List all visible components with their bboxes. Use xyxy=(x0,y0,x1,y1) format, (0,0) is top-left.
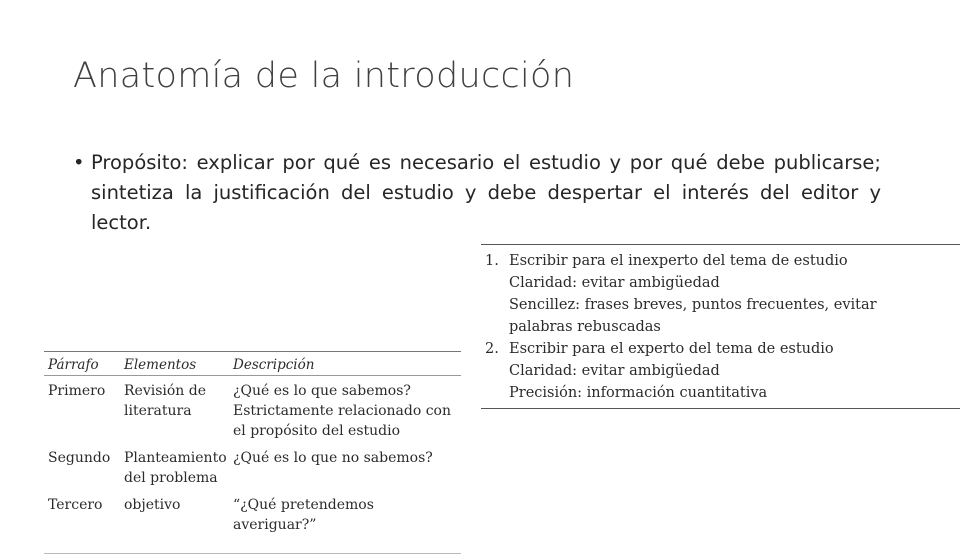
writing-guide xyxy=(481,244,960,409)
table-cell: ¿Qué es lo que sabemos? Estrictamente relacionado con el propósito del estudio xyxy=(233,383,451,439)
table-cell: ¿Qué es lo que no sabemos? xyxy=(233,450,433,466)
table-row xyxy=(44,490,461,537)
table-header-row xyxy=(44,352,461,376)
slide-title: Anatomía de la introducción xyxy=(73,56,575,96)
table-cell: Segundo xyxy=(48,450,111,466)
guide-line: Precisión: información cuantitativa xyxy=(509,385,768,401)
guide-item-2 xyxy=(481,338,960,404)
table-cell: objetivo xyxy=(124,497,181,513)
purpose-bullet xyxy=(73,148,881,238)
guide-line: Escribir para el experto del tema de estudio xyxy=(509,341,834,357)
guide-line: Claridad: evitar ambigüedad xyxy=(509,363,720,379)
column-header: Descripción xyxy=(229,352,461,376)
guide-item-number: 2. xyxy=(485,341,499,357)
table-cell: Primero xyxy=(48,383,106,399)
table-cell: Tercero xyxy=(48,497,103,513)
column-header: Elementos xyxy=(120,352,229,376)
purpose-text: Propósito: explicar por qué es necesario el estudio y por qué debe publicarse; sintetiza la justificación del estudio y debe despertar el interés del editor y lector. xyxy=(91,151,881,234)
guide-line: Claridad: evitar ambigüedad xyxy=(509,275,720,291)
guide-item-number: 1. xyxy=(485,253,499,269)
table-cell: Planteamiento del problema xyxy=(124,450,227,486)
column-header: Párrafo xyxy=(44,352,120,376)
bullet-marker: • xyxy=(73,151,85,174)
table-cell: Revisión de literatura xyxy=(124,383,207,419)
table-cell: “¿Qué pretendemos averiguar?” xyxy=(233,497,374,533)
guide-line: Sencillez: frases breves, puntos frecuentes, evitar palabras rebuscadas xyxy=(509,297,877,335)
table-row xyxy=(44,376,461,444)
guide-line: Escribir para el inexperto del tema de estudio xyxy=(509,253,848,269)
guide-item-1 xyxy=(481,250,960,338)
paragraph-table xyxy=(44,351,461,554)
table-row xyxy=(44,443,461,490)
